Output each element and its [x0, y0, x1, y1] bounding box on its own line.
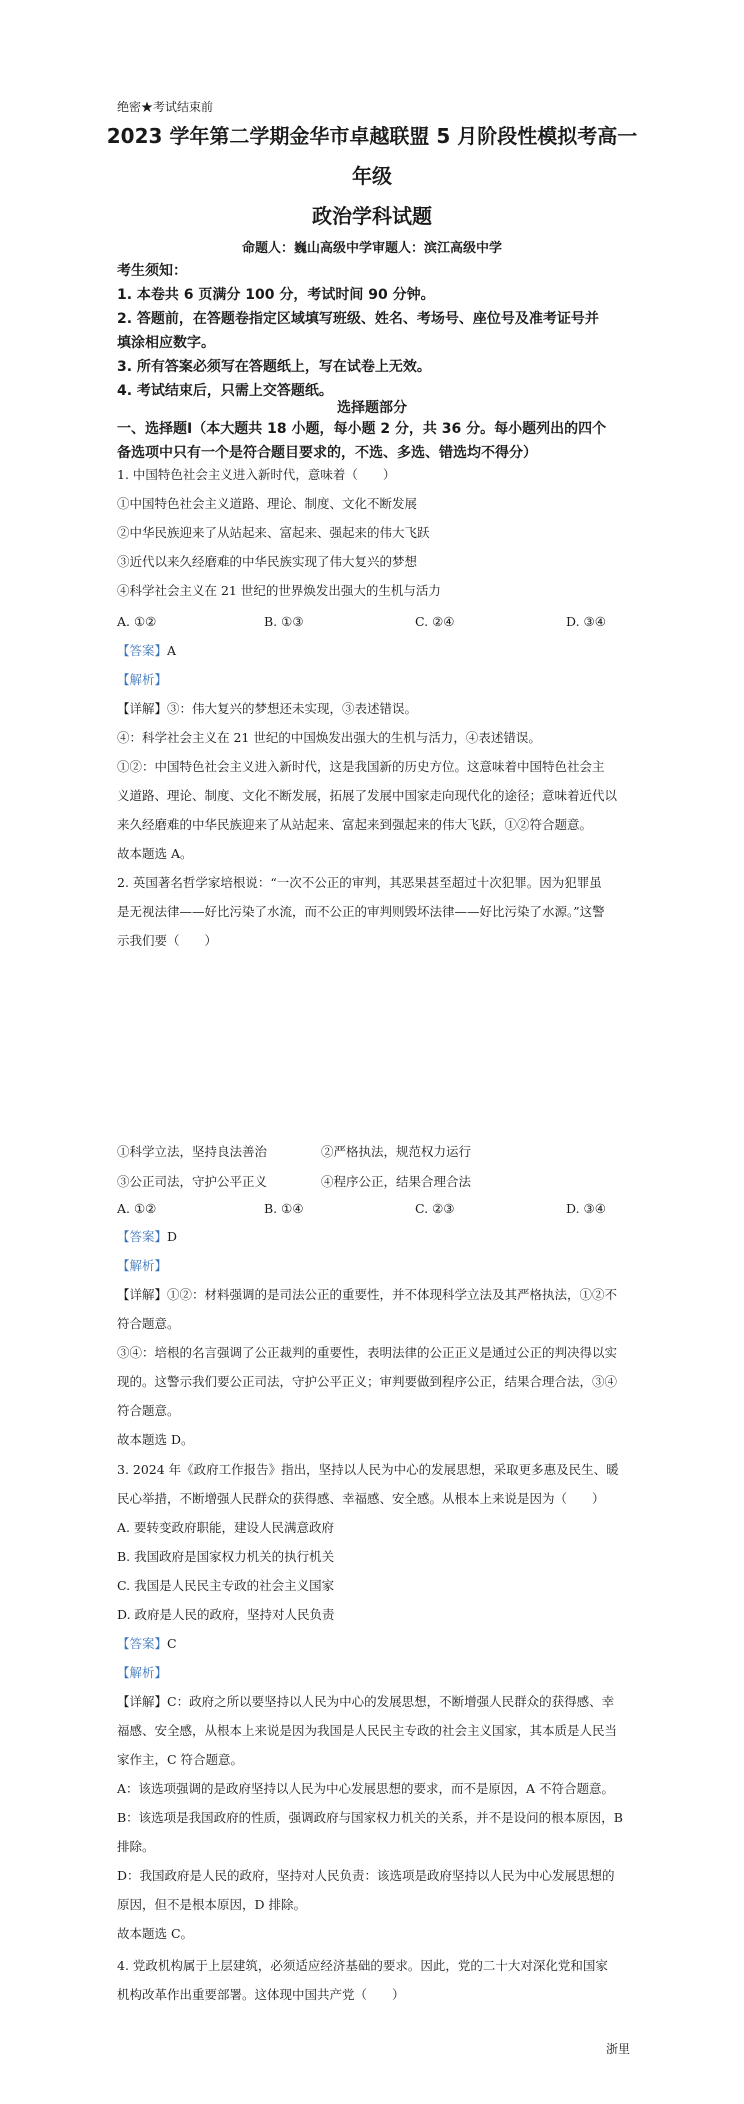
q1-item: ②中华民族迎来了从站起来、富起来、强起来的伟大飞跃	[117, 525, 430, 540]
q2-stem-line: 示我们要（ ）	[117, 933, 218, 948]
q2-items-row1	[117, 1142, 637, 1162]
q1-option-d: D. ③④	[566, 614, 606, 629]
q2-stem-line: 2. 英国著名哲学家培根说：“一次不公正的审判，其恶果甚至超过十次犯罪。因为犯罪虽	[117, 875, 602, 890]
q2-item: ②严格执法，规范权力运行	[321, 1144, 472, 1159]
q2-option-b: B. ①④	[264, 1201, 304, 1216]
q2-item: ④程序公正，结果合理合法	[321, 1174, 472, 1189]
secret-label: 绝密★考试结束前	[117, 100, 214, 114]
authors-line: 命题人：巍山高级中学审题人：滨江高级中学	[241, 241, 502, 256]
q3-detail-line: 故本题选 C。	[117, 1926, 194, 1941]
q1-analysis-tag: 【解析】	[117, 672, 168, 687]
footer-label: 浙里	[606, 2042, 631, 2056]
q3-option-c: C. 我国是人民民主专政的社会主义国家	[117, 1578, 335, 1593]
q2-answer-block	[117, 1222, 637, 1454]
exam-title-line1: 2023 学年第二学期金华市卓越联盟 5 月阶段性模拟考高一	[106, 124, 638, 148]
q2-detail-tag: 【详解】	[117, 1287, 168, 1302]
q3-stem-line: 3. 2024 年《政府工作报告》指出，坚持以人民为中心的发展思想，采取更多惠及民生、暖	[117, 1462, 619, 1477]
q1-item: ③近代以来久经磨难的中华民族实现了伟大复兴的梦想	[117, 554, 418, 569]
q2-answer-tag: 【答案】	[117, 1229, 168, 1244]
q1-option-b: B. ①③	[264, 614, 304, 629]
question-1	[117, 460, 637, 605]
notice-item: 1. 本卷共 6 页满分 100 分，考试时间 90 分钟。	[117, 287, 435, 303]
notice-heading: 考生须知：	[117, 263, 187, 279]
q3-detail-line: 原因，但不是根本原因，D 排除。	[117, 1897, 306, 1912]
q2-detail-line: 现的。这警示我们要公正司法，守护公平正义；审判要做到程序公正，结果合理合法，③④	[117, 1374, 618, 1389]
q1-detail-line: 义道路、理论、制度、文化不断发展，拓展了发展中国家走向现代化的途径；意味着近代以	[117, 788, 618, 803]
q1-option-c: C. ②④	[415, 614, 455, 629]
q1-answer-tag: 【答案】	[117, 643, 168, 658]
q3-detail-line: C：政府之所以要坚持以人民为中心的发展思想，不断增强人民群众的获得感、幸	[167, 1694, 615, 1709]
q3-detail-line: 排除。	[117, 1839, 155, 1854]
q1-detail-line: 来久经磨难的中华民族迎来了从站起来、富起来到强起来的伟大飞跃，①②符合题意。	[117, 817, 593, 832]
q2-option-a: A. ①②	[117, 1201, 157, 1216]
q2-option-c: C. ②③	[415, 1201, 455, 1216]
q3-detail-line: 福感、安全感，从根本上来说是因为我国是人民民主专政的社会主义国家，其本质是人民当	[117, 1723, 618, 1738]
q2-detail-line: ③④：培根的名言强调了公正裁判的重要性，表明法律的公正正义是通过公正的判决得以实	[117, 1345, 618, 1360]
q2-detail-line: 符合题意。	[117, 1316, 180, 1331]
question-2	[117, 868, 637, 955]
q4-stem-line: 机构改革作出重要部署。这体现中国共产党（ ）	[117, 1987, 405, 2002]
q2-option-d: D. ③④	[566, 1201, 606, 1216]
q1-answer: A	[167, 643, 177, 658]
notice-item: 2. 答题前，在答题卷指定区域填写班级、姓名、考场号、座位号及准考证号并	[117, 311, 599, 327]
q3-option-b: B. 我国政府是国家权力机关的执行机关	[117, 1549, 335, 1564]
q3-detail-line: A：该选项强调的是政府坚持以人民为中心发展思想的要求，而不是原因，A 不符合题意。	[117, 1781, 615, 1796]
section-intro-line2: 备选项中只有一个是符合题目要求的，不选、多选、错选均不得分）	[117, 445, 537, 461]
q3-detail-line: B：该选项是我国政府的性质，强调政府与国家权力机关的关系，并不是设问的根本原因，B	[117, 1810, 623, 1825]
q3-answer-tag: 【答案】	[117, 1636, 168, 1651]
q2-detail-line: ①②：材料强调的是司法公正的重要性，并不体现科学立法及其严格执法，①②不	[167, 1287, 618, 1302]
q3-answer: C	[167, 1636, 177, 1651]
q2-answer: D	[167, 1229, 178, 1244]
q1-stem: 1. 中国特色社会主义进入新时代，意味着（ ）	[117, 467, 396, 482]
q1-answer-block	[117, 636, 637, 868]
section-intro-line1: 一、选择题Ⅰ（本大题共 18 小题，每小题 2 分，共 36 分。每小题列出的四个	[117, 421, 607, 437]
section-intro	[117, 417, 637, 465]
subject-title: 政治学科试题	[312, 204, 432, 228]
q3-option-d: D. 政府是人民的政府，坚持对人民负责	[117, 1607, 335, 1622]
q3-detail-line: 家作主，C 符合题意。	[117, 1752, 244, 1767]
q2-item: ①科学立法，坚持良法善治	[117, 1144, 268, 1159]
q2-detail-line: 符合题意。	[117, 1403, 180, 1418]
question-4	[117, 1951, 637, 2009]
q2-items-row2	[117, 1172, 637, 1192]
q2-item: ③公正司法，守护公平正义	[117, 1174, 268, 1189]
q1-item: ④科学社会主义在 21 世纪的世界焕发出强大的生机与活力	[117, 583, 441, 598]
q1-detail-line: 故本题选 A。	[117, 846, 193, 861]
notice-block	[117, 259, 637, 403]
q1-option-a: A. ①②	[117, 614, 157, 629]
q3-stem-line: 民心举措，不断增强人民群众的获得感、幸福感、安全感。从根本上来说是因为（ ）	[117, 1491, 605, 1506]
q1-detail-line: ④：科学社会主义在 21 世纪的中国焕发出强大的生机与活力，④表述错误。	[117, 730, 541, 745]
question-3	[117, 1455, 637, 1948]
q3-analysis-tag: 【解析】	[117, 1665, 168, 1680]
q2-detail-line: 故本题选 D。	[117, 1432, 194, 1447]
q1-detail-line: ③：伟大复兴的梦想还未实现，③表述错误。	[167, 701, 418, 716]
q1-detail-line: ①②：中国特色社会主义进入新时代，这是我国新的历史方位。这意味着中国特色社会主	[117, 759, 605, 774]
q1-item: ①中国特色社会主义道路、理论、制度、文化不断发展	[117, 496, 418, 511]
q2-stem-line: 是无视法律——好比污染了水流，而不公正的审判则毁坏法律——好比污染了水源。”这警	[117, 904, 605, 919]
q3-detail-line: D：我国政府是人民的政府，坚持对人民负责：该选项是政府坚持以人民为中心发展思想的	[117, 1868, 615, 1883]
notice-item: 填涂相应数字。	[117, 335, 215, 351]
notice-item: 4. 考试结束后，只需上交答题纸。	[117, 383, 333, 399]
section-title: 选择题部分	[337, 400, 407, 416]
q4-stem-line: 4. 党政机构属于上层建筑，必须适应经济基础的要求。因此，党的二十大对深化党和国家	[117, 1958, 608, 1973]
q2-analysis-tag: 【解析】	[117, 1258, 168, 1273]
notice-item: 3. 所有答案必须写在答题纸上，写在试卷上无效。	[117, 359, 431, 375]
exam-title-line2: 年级	[352, 164, 392, 188]
q3-detail-tag: 【详解】	[117, 1694, 168, 1709]
q1-detail-tag: 【详解】	[117, 701, 168, 716]
q3-option-a: A. 要转变政府职能，建设人民满意政府	[117, 1520, 334, 1535]
